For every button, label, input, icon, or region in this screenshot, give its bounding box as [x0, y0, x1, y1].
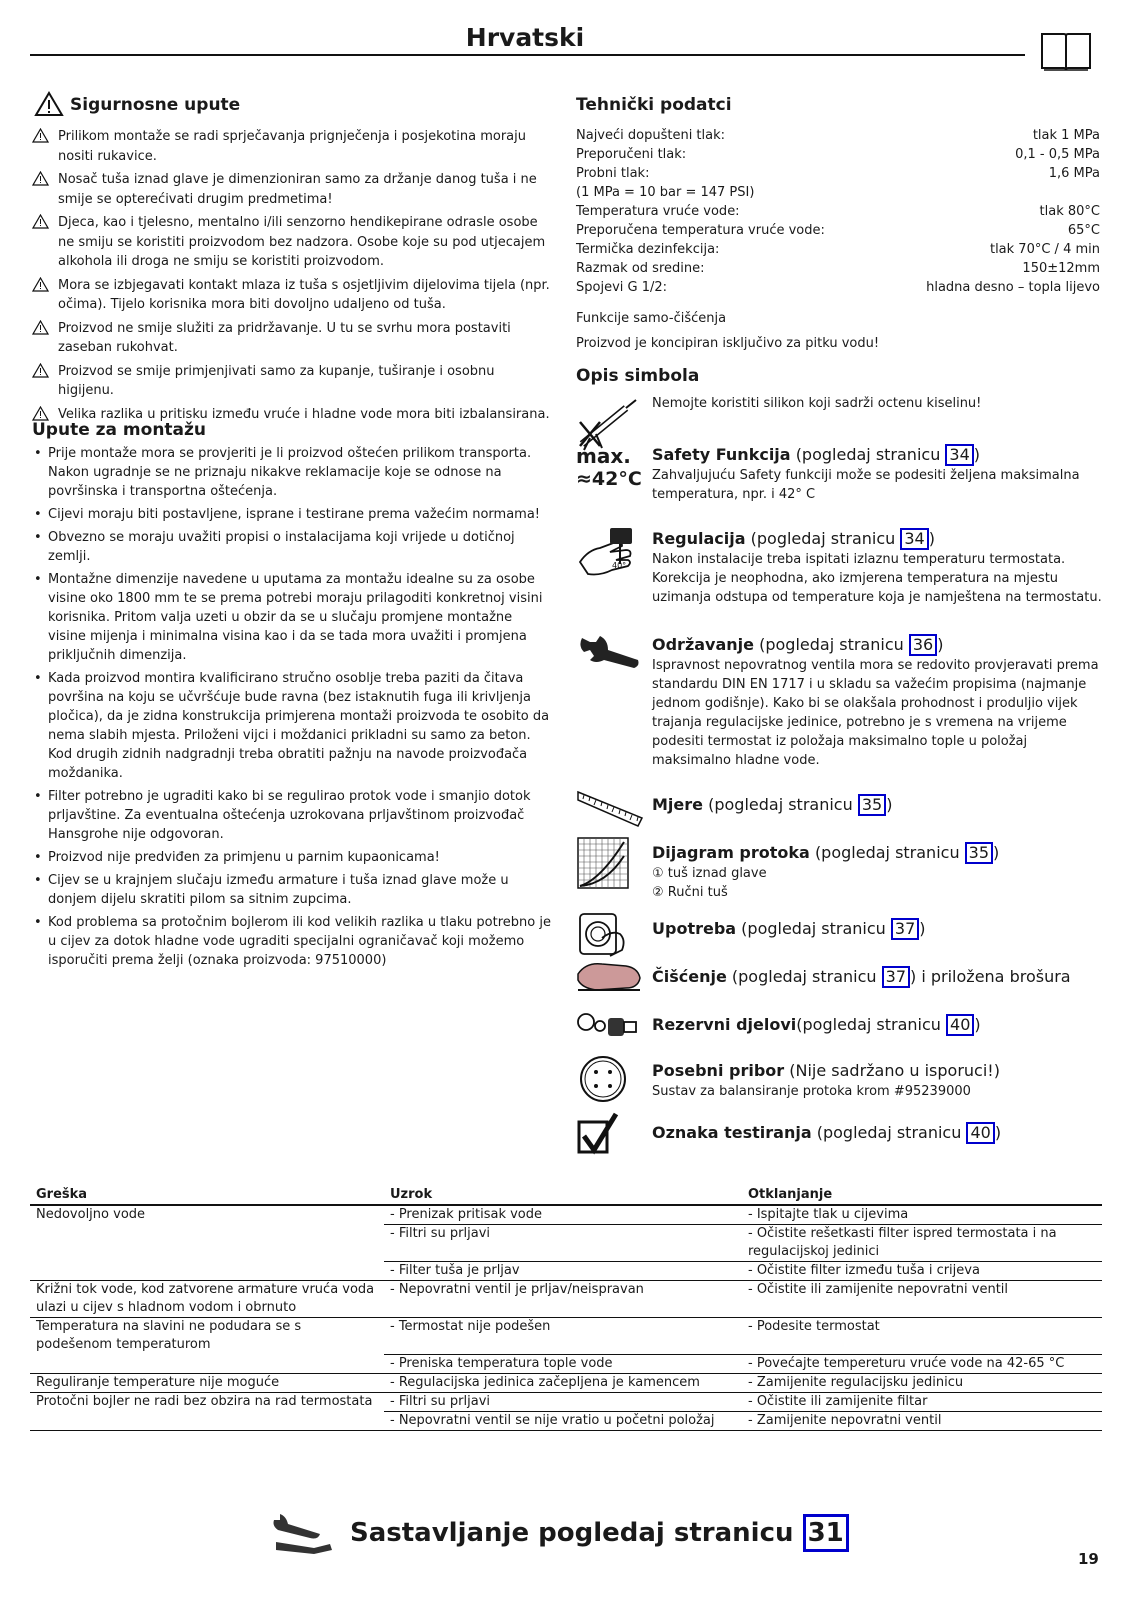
safety-text: Velika razlika u pritisku između vruće i hladne vode mora biti izbalansirana.: [58, 406, 550, 422]
thermometer-hand-icon: [576, 522, 642, 582]
symbol-text: Nemojte koristiti silikon koji sadrži octenu kiselinu!: [652, 396, 982, 411]
table-cell: - Filter tuša je prljav: [384, 1262, 742, 1281]
table-cell: - Preniska temperatura tople vode: [384, 1354, 742, 1373]
table-cell: - Očistite rešetkasti filter ispred termostata i na regulacijskoj jedinici: [742, 1225, 1102, 1262]
ref-text: (pogledaj stranicu: [796, 1015, 941, 1034]
ref-text: (pogledaj stranicu: [816, 1123, 962, 1142]
table-row: [30, 1354, 1102, 1373]
ref-text: (pogledaj stranicu: [750, 529, 896, 548]
symbol-title: [652, 918, 1102, 940]
symbol-text: Sustav za balansiranje protoka krom #95239000: [652, 1084, 971, 1099]
thermostat-hand-icon: [576, 910, 630, 958]
ruler-icon: [576, 788, 646, 828]
tech-value: tlak 1 MPa: [1032, 128, 1100, 143]
table-cell: Nedovoljno vode: [36, 1207, 146, 1222]
symbol-title: [652, 794, 1102, 816]
title-bold: Regulacija: [652, 529, 746, 548]
tech-value: hladna desno – topla lijevo: [926, 280, 1100, 295]
item-text: tuš iznad glave: [667, 866, 767, 881]
table-cell: - Očistite ili zamijenite filtar: [742, 1392, 1102, 1411]
table-cell: [30, 1225, 384, 1262]
ref-close: ): [928, 529, 935, 548]
assembly-link-row: [350, 1514, 849, 1552]
book-icon: [1040, 30, 1092, 74]
page-title: Hrvatski: [465, 23, 585, 52]
tech-note: Proizvod je koncipiran isključivo za pitku vodu!: [576, 336, 880, 351]
ref-close: ): [910, 967, 917, 986]
page-link[interactable]: 34: [900, 528, 928, 550]
tech-row: [576, 259, 1100, 278]
tech-row: [576, 145, 1100, 164]
mounting-list: [32, 444, 552, 974]
safety-item: [32, 170, 552, 209]
table-cell: - Filtri su prljavi: [384, 1225, 742, 1262]
tech-value: 1,6 MPa: [1048, 166, 1100, 181]
safety-text: Mora se izbjegavati kontakt mlaza iz tuša s osjetljivim dijelovima tijela (npr. očima). Tijelo korisnika mora biti dovoljno udaljeno od tuša.: [58, 277, 550, 312]
tech-label: (1 MPa = 10 bar = 147 PSI): [576, 185, 755, 200]
table-cell: Križni tok vode, kod zatvorene armature vruća voda ulazi u cijev s hladnom vodom i obrnuto: [30, 1281, 384, 1318]
title-bold: Oznaka testiranja: [652, 1123, 812, 1142]
symbol-title: [652, 1122, 1102, 1144]
tech-value: tlak 80°C: [1039, 204, 1100, 219]
tech-label: Spojevi G 1/2:: [576, 280, 668, 295]
page-link[interactable]: 34: [945, 444, 973, 466]
title-bold: Čišćenje: [652, 967, 727, 986]
ref-text: (pogledaj stranicu: [741, 919, 886, 938]
title-bold: Rezervni djelovi: [652, 1015, 797, 1034]
table-cell: - Filtri su prljavi: [384, 1392, 742, 1411]
safety-text: Proizvod ne smije služiti za pridržavanje. U tu se svrhu mora postaviti zaseban rukohvat.: [58, 320, 511, 355]
icon-label: 40°: [612, 561, 627, 570]
table-cell: - Ispitajte tlak u cijevima: [748, 1207, 909, 1222]
safety-text: Nosač tuša iznad glave je dimenzioniran samo za držanje danog tuša i ne smije se opterećivati drugim predmetima!: [58, 172, 537, 207]
mounting-item: • Kod problema sa protočnim bojlerom ili kod velikih razlika u tlaku potrebno je u cijev za dotok hladne vode ugraditi specijalni ograničavač koji možemo isporučiti prema želji (oznaka proizvoda: 97510000): [32, 913, 552, 970]
title-bold: Upotreba: [652, 919, 737, 938]
flow-item: [652, 864, 1102, 883]
mounting-item: • Obvezno se moraju uvažiti propisi o instalacijama koji vrijede u dotičnoj zemlji.: [32, 528, 552, 566]
tech-label: Preporučena temperatura vruće vode:: [576, 223, 825, 238]
symbol-title: [652, 528, 1102, 550]
ref-close: ): [919, 919, 926, 938]
table-header: Otklanjanje: [742, 1186, 1102, 1205]
safety-item: [32, 362, 552, 401]
item-number: ①: [652, 866, 664, 881]
flow-item: [652, 883, 1102, 902]
tech-row: [576, 164, 1100, 183]
tech-value: tlak 70°C / 4 min: [989, 242, 1100, 257]
tech-label: Razmak od sredine:: [576, 261, 705, 276]
mounting-item: • Prije montaže mora se provjeriti je li proizvod oštećen prilikom transporta. Nakon ugradnje se ne priznaju nikakve reklamacije koje se odnose na površinska i transportna oštećenja.: [32, 444, 552, 501]
safety-item: [32, 127, 552, 166]
table-row: [30, 1373, 1102, 1392]
item-number: ②: [652, 885, 664, 900]
cleaning-hand-icon: [576, 956, 642, 996]
table-cell: - Nepovratni ventil se nije vratio u početni položaj: [384, 1411, 742, 1430]
tech-value: 0,1 - 0,5 MPa: [1015, 147, 1100, 162]
table-cell: - Očistite filter između tuša i crijeva: [742, 1262, 1102, 1281]
ref-close: ): [973, 445, 981, 464]
page-link[interactable]: 31: [803, 1514, 849, 1552]
symbols-heading: Opis simbola: [576, 366, 700, 386]
page-link[interactable]: 40: [946, 1014, 974, 1036]
mounting-item: • Cijev se u krajnjem slučaju između armature i tuša iznad glave može u donjem dijelu skratiti pilom sa sitnim zupcima.: [32, 871, 552, 909]
table-cell: - Zamijenite regulacijsku jedinicu: [742, 1373, 1102, 1392]
tools-icon: [270, 1512, 338, 1556]
assembly-label: Sastavljanje pogledaj stranicu: [350, 1518, 794, 1548]
ref-extra: i priložena brošura: [921, 967, 1071, 986]
tech-row: [576, 183, 1100, 202]
symbol-title: [652, 1060, 1102, 1082]
symbol-title: [652, 966, 1102, 988]
tech-row: [576, 202, 1100, 221]
table-cell: - Regulacijska jedinica začepljena je kamencem: [384, 1373, 742, 1392]
flow-diagram-icon: [576, 836, 630, 890]
table-row: [30, 1411, 1102, 1430]
tech-row: [576, 278, 1100, 297]
symbol-title: [652, 634, 1102, 656]
symbol-title: [652, 1014, 1102, 1036]
tech-label: Najveći dopušteni tlak:: [576, 128, 726, 143]
ref-text: (pogledaj stranicu: [731, 967, 877, 986]
table-cell: [30, 1411, 384, 1430]
warning-icon: [32, 171, 49, 186]
safety-text: Prilikom montaže se radi sprječavanja prignječenja i posjekotina moraju nositi rukavice.: [58, 129, 526, 164]
page-link[interactable]: 37: [882, 966, 910, 988]
warning-icon: [32, 320, 49, 335]
table-row: [30, 1262, 1102, 1281]
ref-close: ): [937, 635, 944, 654]
safety-item: [32, 276, 552, 315]
ref-text: (pogledaj stranicu: [795, 445, 941, 464]
table-cell: Reguliranje temperature nije moguće: [30, 1373, 384, 1392]
ref-text: (pogledaj stranicu: [814, 843, 960, 862]
tech-row: [576, 240, 1100, 259]
table-cell: - Termostat nije podešen: [384, 1318, 742, 1355]
tech-heading: Tehnički podatci: [576, 95, 732, 115]
mounting-item: • Cijevi moraju biti postavljene, isprane i testirane prema važećim normama!: [32, 505, 552, 524]
title-bold: Mjere: [652, 795, 703, 814]
safety-heading: Sigurnosne upute: [70, 95, 241, 115]
tech-value: 65°C: [1067, 223, 1100, 238]
mounting-heading: Upute za montažu: [32, 420, 207, 440]
symbol-text: Ispravnost nepovratnog ventila mora se redovito provjeravati prema standardu DIN EN 1717 i u skladu sa važećim propisima (najmanje jednom godišnje). Kako bi se olakšala prohodnost i produljio vijek trajanja regulacijske jedinice, potrebno je s vremena na vrijeme podesiti termostat iz položaja maksimalno tople u položaj maksimalno hladne vode.: [652, 658, 1099, 768]
table-cell: [30, 1354, 384, 1373]
table-cell: Temperatura na slavini ne podudara se s podešenom temperaturom: [30, 1318, 384, 1355]
page-link[interactable]: 35: [965, 842, 993, 864]
page-link[interactable]: 36: [909, 634, 937, 656]
symbol-text: Zahvaljujuću Safety funkciji može se podesiti željena maksimalna temperatura, npr. i 42° C: [652, 468, 1080, 502]
warning-icon: [32, 363, 49, 378]
table-cell: - Povećajte tempereturu vruće vode na 42-65 °C: [742, 1354, 1102, 1373]
tech-label: Termička dezinfekcija:: [576, 242, 720, 257]
tech-label: Probni tlak:: [576, 166, 650, 181]
max-temp: ≈42°C: [576, 468, 642, 490]
symbol-title: [652, 842, 1102, 864]
max-label: max.: [576, 444, 631, 468]
ref-close: ): [886, 795, 893, 814]
title-bold: Safety Funkcija: [652, 445, 791, 464]
table-cell: - Prenizak pritisak vode: [390, 1207, 543, 1222]
ref-close: ): [994, 1123, 1002, 1142]
table-cell: Protočni bojler ne radi bez obzira na rad termostata: [30, 1392, 384, 1411]
table-header: Uzrok: [384, 1186, 742, 1205]
ref-close: ): [974, 1015, 981, 1034]
safety-text: Proizvod se smije primjenjivati samo za kupanje, tuširanje i osobnu higijenu.: [58, 363, 495, 398]
page-link[interactable]: 37: [891, 918, 919, 940]
warning-icon: [32, 277, 49, 292]
symbol-text: Nakon instalacije treba ispitati izlaznu temperaturu termostata. Korekcija je neophodna, ako izmjerena temperatura na mjestu uzimanja odstupa od temperature koja je namještena na termostatu.: [652, 552, 1102, 605]
spare-parts-icon: [576, 1006, 642, 1046]
tech-row: [576, 126, 1100, 145]
tech-note: Funkcije samo-čišćenja: [576, 311, 727, 326]
ref-text: (Nije sadržano u isporuci!): [789, 1061, 1000, 1080]
title-rule: [30, 54, 1025, 56]
title-bold: Dijagram protoka: [652, 843, 810, 862]
tech-table: [576, 126, 1100, 353]
ref-text: (pogledaj stranicu: [708, 795, 853, 814]
wrench-icon: [576, 630, 646, 670]
ref-close: ): [993, 843, 1000, 862]
warning-icon: [32, 214, 49, 229]
table-cell: - Nepovratni ventil je prljav/neispravan: [384, 1281, 742, 1318]
flow-disc-icon: [576, 1052, 630, 1106]
checkbox-check-icon: [576, 1112, 620, 1156]
safety-list: [32, 127, 552, 428]
table-row: [30, 1318, 1102, 1355]
table-row: [30, 1281, 1102, 1318]
troubleshooting-table: [30, 1186, 1102, 1431]
title-bold: Održavanje: [652, 635, 755, 654]
mounting-item: • Proizvod nije predviđen za primjenu u parnim kupaonicama!: [32, 848, 552, 867]
table-row: [30, 1205, 1102, 1225]
mounting-item: • Kada proizvod montira kvalificirano stručno osoblje treba paziti da čitava površina na koju se učvršćuje bude ravna (bez istaknutih fuga ili krivljenja pločica), da je zidna konstrukcija primjerena montaži proizvoda te osobito da nema slabih mjesta. Priloženi vijci i moždanici prikladni su samo za beton. Kod drugih zidnih nadgradnji treba obratiti pažnju na navode proizvođača moždanika.: [32, 669, 552, 783]
table-header-row: [30, 1186, 1102, 1205]
tech-row: [576, 221, 1100, 240]
table-cell: [30, 1262, 384, 1281]
symbol-title: [652, 444, 1102, 466]
page-number: 19: [1078, 1550, 1099, 1568]
page-link[interactable]: 35: [858, 794, 886, 816]
page-link[interactable]: 40: [966, 1122, 994, 1144]
mounting-item: • Filter potrebno je ugraditi kako bi se regulirao protok vode i smanjio dotok prljavštine. Za eventualna oštećenja uzrokovana prljavštinom proizvođač Hansgrohe nije odgovoran.: [32, 787, 552, 844]
tech-label: Preporučeni tlak:: [576, 147, 687, 162]
safety-item: [32, 213, 552, 272]
tech-value: 150±12mm: [1022, 261, 1100, 276]
warning-icon: [32, 128, 49, 143]
mounting-item: • Montažne dimenzije navedene u uputama za montažu idealne su za osobe visine oko 1800 mm te se prema potrebi moraju prilagoditi konkretnoj visini korisnika. Pritom valja uzeti u obzir da se u slučaju promjene montažne visine mijenja i minimalna visina kao i da se tada mora uvažiti i promjena priključnih dimenzija.: [32, 570, 552, 665]
table-cell: - Podesite termostat: [742, 1318, 1102, 1355]
item-text: Ručni tuš: [667, 885, 728, 900]
table-row: [30, 1225, 1102, 1262]
warning-icon: [34, 91, 64, 117]
table-cell: - Zamijenite nepovratni ventil: [742, 1411, 1102, 1430]
tech-label: Temperatura vruće vode:: [576, 204, 740, 219]
safety-text: Djeca, kao i tjelesno, mentalno i/ili senzorno hendikepirane odrasle osobe ne smiju se koristiti proizvodom bez nadzora. Osobe koje su pod utjecajem alkohola ili droga ne smiju se koristiti proizvodom.: [58, 215, 546, 269]
title-bold: Posebni pribor: [652, 1061, 785, 1080]
table-header: Greška: [30, 1186, 384, 1205]
safety-item: [32, 319, 552, 358]
table-row: [30, 1392, 1102, 1411]
table-cell: - Očistite ili zamijenite nepovratni ventil: [742, 1281, 1102, 1318]
ref-text: (pogledaj stranicu: [759, 635, 904, 654]
